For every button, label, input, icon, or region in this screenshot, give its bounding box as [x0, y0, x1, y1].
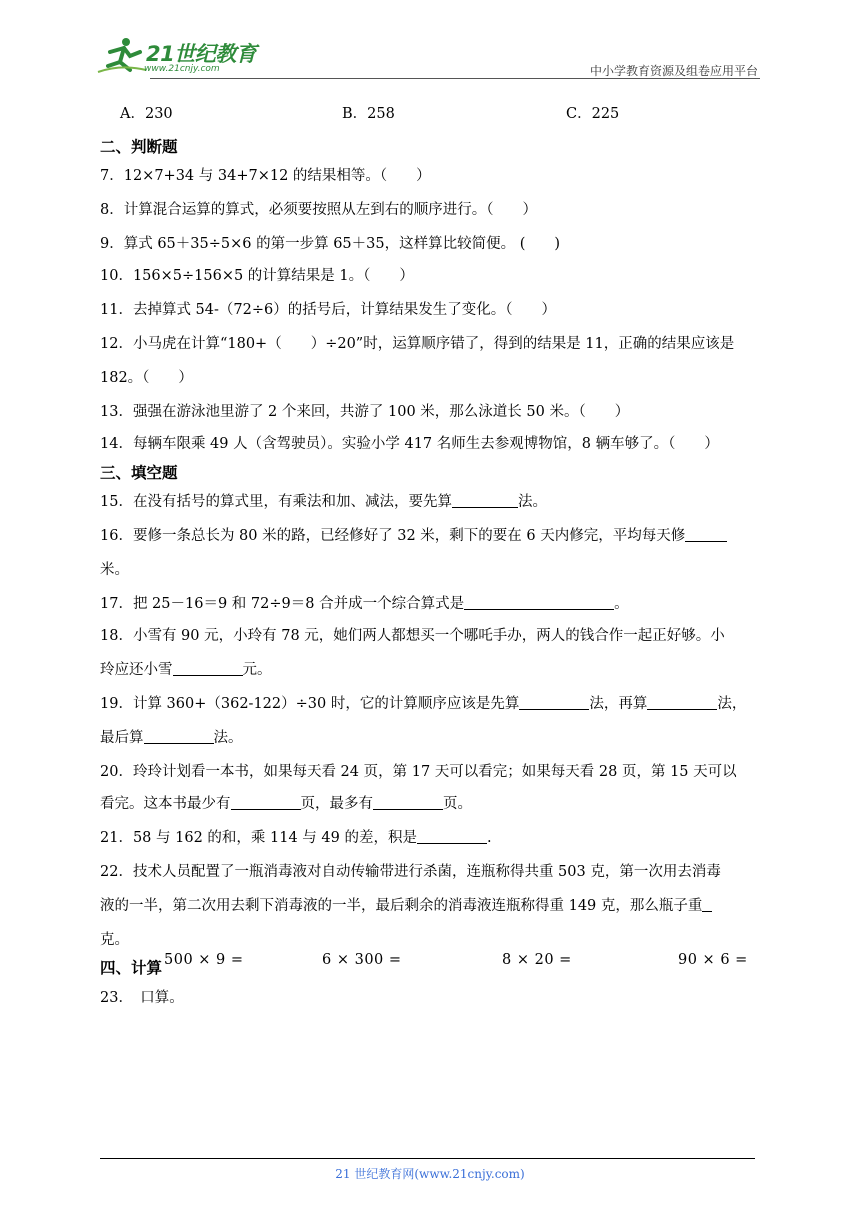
question-22-line3: 克。	[100, 932, 129, 948]
answer-blank[interactable]	[173, 660, 243, 676]
question-9: 9．算式 65＋35÷5×6 的第一步算 65＋35，这样算比较简便。 ( )	[100, 236, 561, 252]
q20-end: 页。	[443, 796, 472, 812]
q19-text: 19．计算 360+（362-122）÷30 时，它的计算顺序应该是先算	[100, 696, 520, 712]
option-a: A．230	[120, 106, 173, 122]
answer-blank[interactable]	[144, 728, 214, 744]
page-header	[96, 36, 760, 80]
section-heading-4: 四、计算	[100, 959, 163, 977]
q17-end: 。	[614, 596, 629, 612]
question-19-line1	[100, 692, 746, 713]
answer-blank[interactable]	[519, 694, 589, 710]
q21-text: 21．58 与 162 的和，乘 114 与 49 的差，积是	[100, 830, 417, 846]
q19-end: 法。	[213, 730, 243, 746]
question-8: 8．计算混合运算的算式，必须要按照从左到右的顺序进行。（ ）	[100, 202, 537, 218]
answer-blank[interactable]	[373, 794, 443, 810]
answer-blank[interactable]	[417, 828, 487, 844]
question-21	[100, 826, 492, 847]
question-18-line2	[100, 658, 272, 679]
logo	[96, 36, 266, 76]
runner-logo-icon	[96, 36, 148, 76]
question-20-line1: 20．玲玲计划看一本书，如果每天看 24 页，第 17 天可以看完；如果每天看 28 页，第 15 天可以	[100, 764, 737, 780]
q19-mid2: 法，	[717, 696, 747, 712]
question-11: 11．去掉算式 54-（72÷6）的括号后，计算结果发生了变化。（ ）	[100, 302, 556, 318]
answer-blank[interactable]	[452, 492, 518, 508]
answer-blank[interactable]	[647, 694, 717, 710]
question-17	[100, 592, 629, 613]
question-13: 13．强强在游泳池里游了 2 个来回，共游了 100 米，那么泳道长 50 米。（ ）	[100, 404, 630, 420]
header-divider	[150, 78, 760, 79]
logo-url: www.21cnjy.com	[144, 64, 220, 74]
question-12-line2: 182。（ ）	[100, 370, 193, 386]
answer-blank[interactable]	[702, 896, 712, 912]
q15-end: 法。	[517, 494, 547, 510]
question-22-line2	[100, 894, 712, 915]
logo-text: 21世纪教育	[146, 42, 257, 66]
question-16-line1	[100, 524, 727, 545]
question-23: 23． 口算。	[100, 990, 184, 1006]
q22-text: 液的一半，第二次用去剩下消毒液的一半，最后剩余的消毒液连瓶称得重 149 克，那么瓶子重	[100, 898, 703, 914]
question-12-line1: 12．小马虎在计算“180+（ ）÷20”时，运算顺序错了，得到的结果是 11，正确的结果应该是	[100, 336, 735, 352]
question-16-line2: 米。	[100, 562, 129, 578]
q20-text: 看完。这本书最少有	[100, 796, 231, 812]
q19-text2: 最后算	[100, 730, 144, 746]
question-22-line1: 22．技术人员配置了一瓶消毒液对自动传输带进行杀菌，连瓶称得共重 503 克，第一次用去消毒	[100, 864, 721, 880]
question-15	[100, 490, 547, 511]
q18-end: 元。	[242, 662, 272, 678]
footer-link[interactable]: 21 世纪教育网(www.21cnjy.com)	[335, 1167, 525, 1181]
option-b: B．258	[342, 106, 395, 122]
answer-blank[interactable]	[685, 526, 727, 542]
question-18-line1: 18．小雪有 90 元，小玲有 78 元，她们两人都想买一个哪吒手办，两人的钱合作一起正好够。小	[100, 628, 725, 644]
question-19-line2	[100, 726, 243, 747]
q18-text: 玲应还小雪	[100, 662, 173, 678]
footer-divider	[100, 1158, 755, 1159]
calc-item-2: 6 × 300 =	[322, 952, 402, 968]
q21-end: .	[486, 830, 492, 846]
calc-item-3: 8 × 20 =	[502, 952, 572, 968]
section-heading-2: 二、判断题	[100, 138, 178, 156]
q17-text: 17．把 25－16＝9 和 72÷9＝8 合并成一个综合算式是	[100, 596, 465, 612]
option-c: C．225	[566, 106, 620, 122]
q15-text: 15．在没有括号的算式里，有乘法和加、减法，要先算	[100, 494, 452, 510]
answer-blank[interactable]	[464, 594, 614, 610]
question-10: 10．156×5÷156×5 的计算结果是 1。（ ）	[100, 268, 414, 284]
question-14: 14．每辆车限乘 49 人（含驾驶员）。实验小学 417 名师生去参观博物馆，8 辆车够了。（ ）	[100, 436, 719, 452]
calc-item-1: 500 × 9 =	[164, 952, 244, 968]
q16-text: 16．要修一条总长为 80 米的路，已经修好了 32 米，剩下的要在 6 天内修完，平均每天修	[100, 528, 686, 544]
question-20-line2	[100, 792, 472, 813]
calc-item-4: 90 × 6 =	[678, 952, 748, 968]
question-7: 7．12×7+34 与 34+7×12 的结果相等。（ ）	[100, 168, 431, 184]
section-heading-3: 三、填空题	[100, 464, 178, 482]
answer-blank[interactable]	[231, 794, 301, 810]
platform-label: 中小学教育资源及组卷应用平台	[589, 64, 758, 78]
q19-mid: 法，再算	[589, 696, 648, 712]
q20-mid: 页，最多有	[300, 796, 373, 812]
